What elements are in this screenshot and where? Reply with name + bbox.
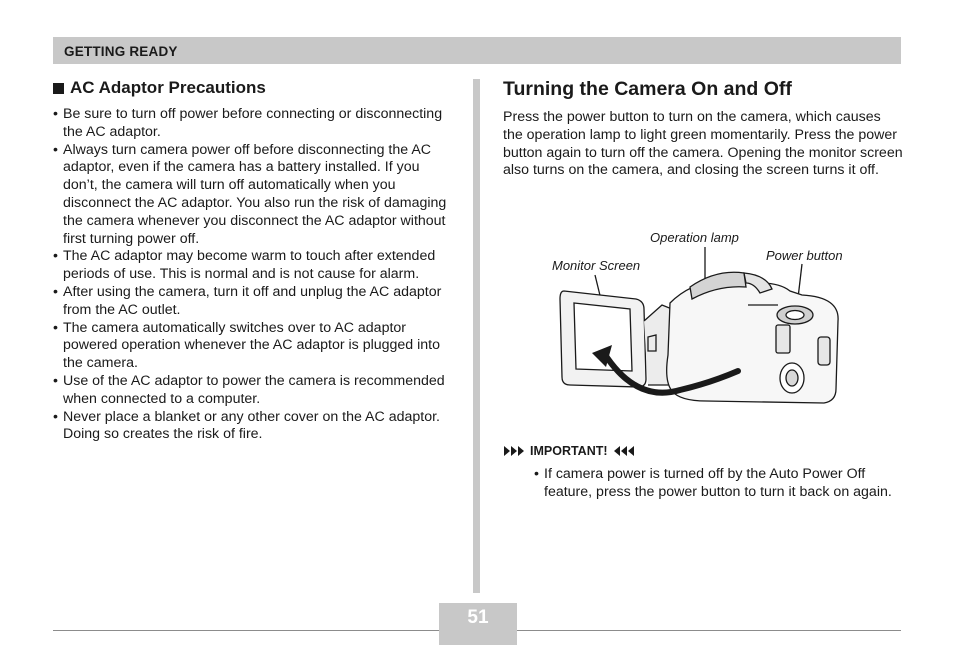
list-item: • The AC adaptor may become warm to touch after extended periods of use. This is normal and is not cause for alarm. [53, 248, 453, 284]
page-number: 51 [467, 607, 489, 628]
monitor-screen-label: Monitor Screen [552, 258, 641, 273]
ac-adaptor-heading-text: AC Adaptor Precautions [70, 78, 266, 97]
important-left-marks-icon [503, 445, 525, 457]
list-item: • If camera power is turned off by the Auto Power Off feature, press the power button to turn it back on again. [534, 466, 904, 502]
important-label: IMPORTANT! [530, 444, 608, 458]
important-header [503, 444, 635, 458]
important-note [534, 466, 904, 502]
list-item: • Never place a blanket or any other cover on the AC adaptor. Doing so creates the risk of fire. [53, 409, 453, 445]
column-divider [473, 79, 480, 593]
page-title: Turning the Camera On and Off [503, 78, 792, 100]
power-instructions: Press the power button to turn on the camera, which causes the operation lamp to light green momentarily. Press the power button again to turn off the camera. Opening the monitor screen also turns on the camera, and closing the screen turns it off. [503, 109, 903, 179]
important-right-marks-icon [613, 445, 635, 457]
precautions-list [53, 106, 453, 444]
camera-illustration [540, 225, 860, 415]
list-item: • Be sure to turn off power before connecting or disconnecting the AC adaptor. [53, 106, 453, 142]
power-button-label: Power button [766, 248, 843, 263]
camera-drawing [540, 225, 860, 415]
list-item: • Use of the AC adaptor to power the camera is recommended when connected to a computer. [53, 373, 453, 409]
ac-adaptor-heading [53, 78, 453, 98]
power-section [503, 78, 903, 180]
square-bullet-icon [53, 83, 64, 94]
list-item: • Always turn camera power off before disconnecting the AC adaptor, even if the camera has a battery installed. If you don’t, the camera will turn off automatically when you disconnect the AC adaptor. You also run the risk of damaging the camera whenever you disconnect the AC adaptor without first turning power off. [53, 142, 453, 249]
list-item: • The camera automatically switches over to AC adaptor powered operation whenever the AC adaptor is plugged into the camera. [53, 320, 453, 373]
header-bar [53, 37, 901, 64]
important-list [534, 466, 904, 502]
list-item: • After using the camera, turn it off and unplug the AC adaptor from the AC outlet. [53, 284, 453, 320]
operation-lamp-label: Operation lamp [650, 230, 739, 245]
ac-adaptor-section [53, 78, 453, 444]
page-number-box [439, 603, 517, 645]
section-header: GETTING READY [64, 44, 178, 59]
